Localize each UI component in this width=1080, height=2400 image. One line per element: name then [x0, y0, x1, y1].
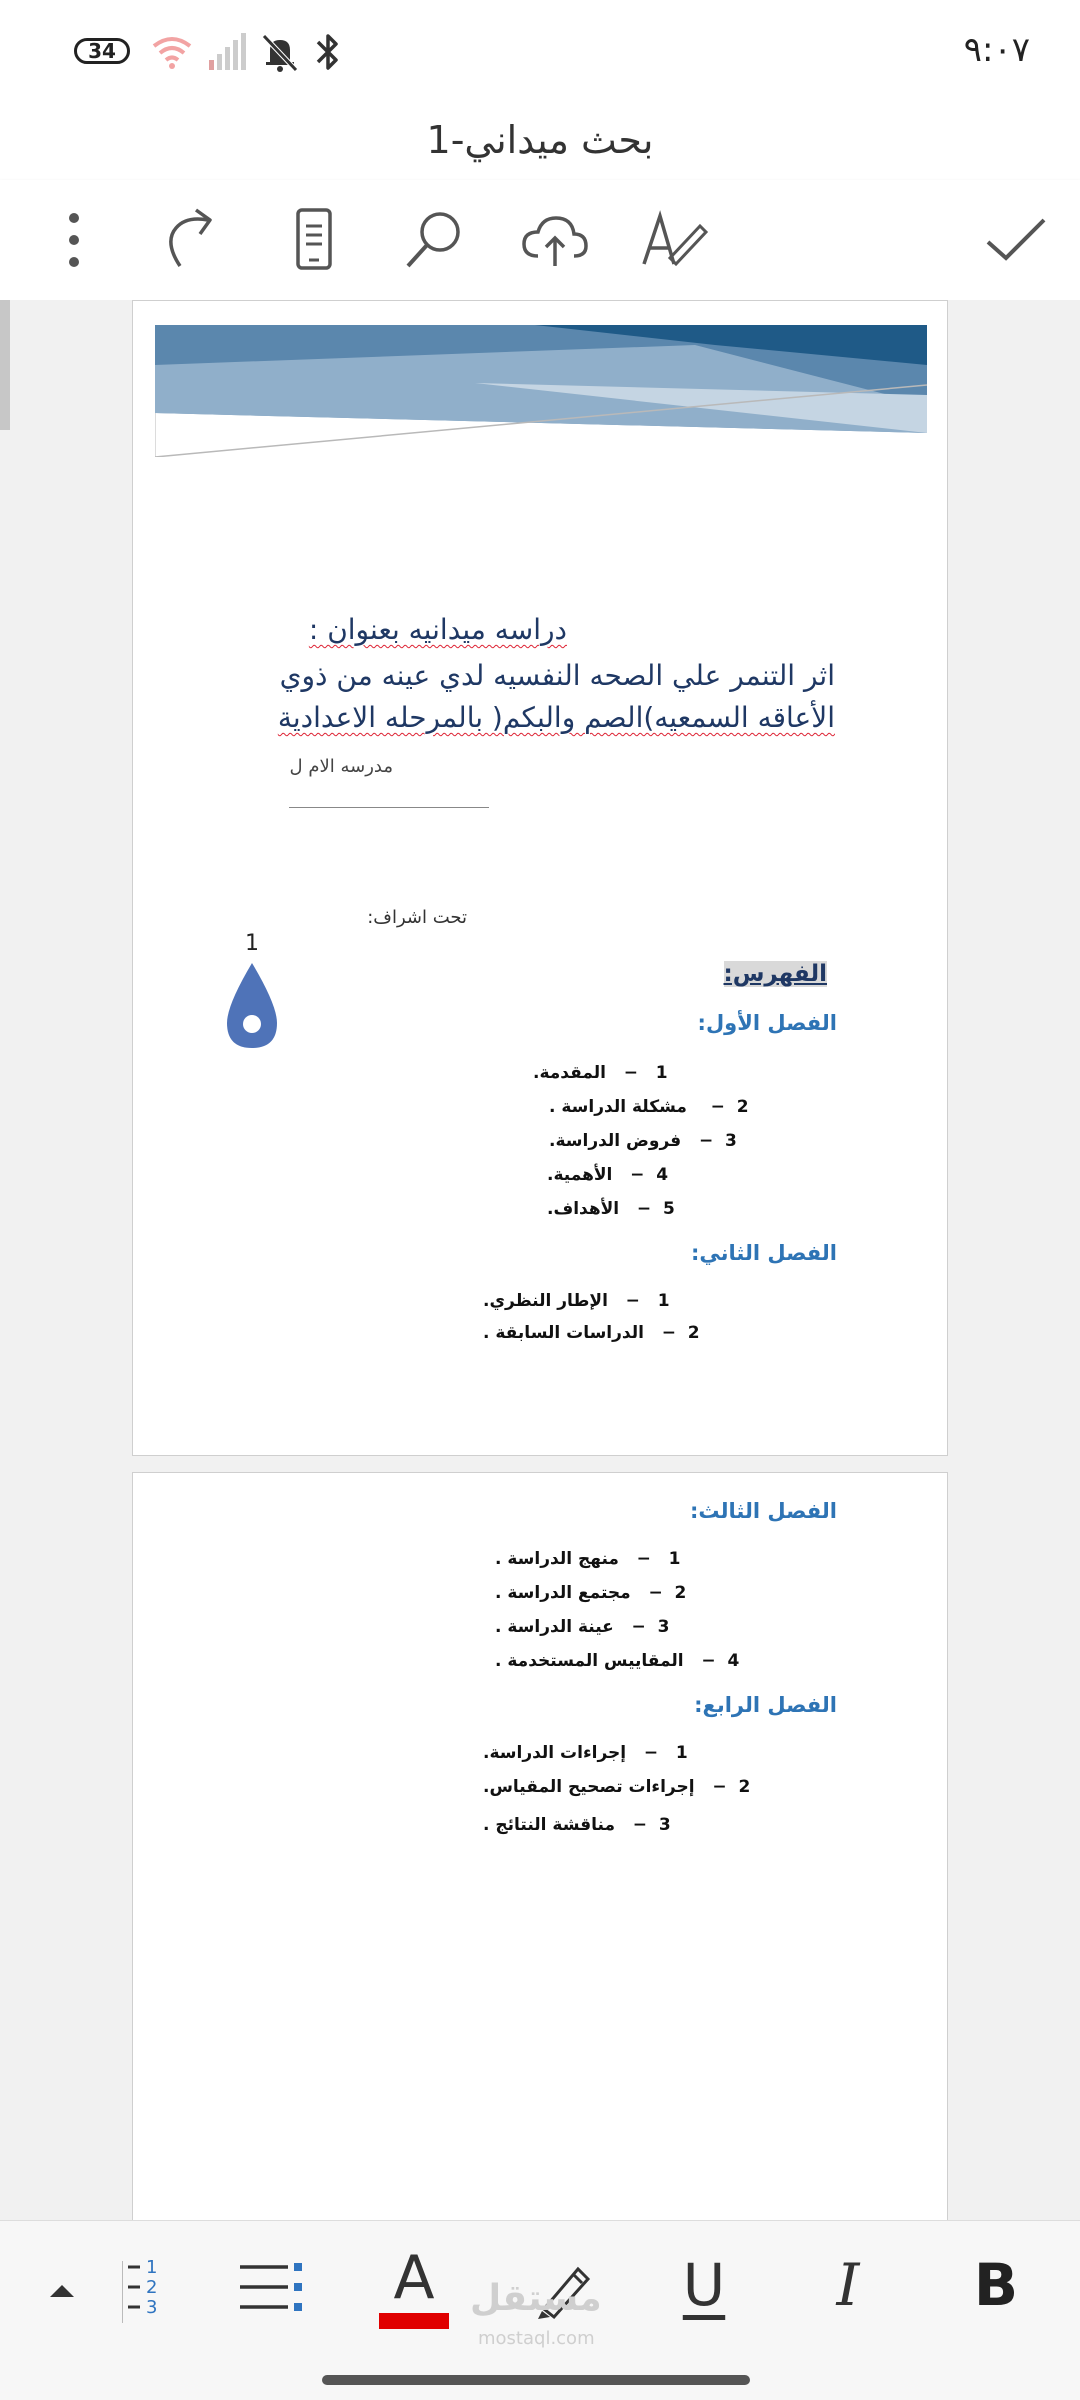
top-toolbar — [0, 180, 1080, 300]
list-item: 1 − المقدمة. — [533, 1063, 668, 1083]
document-title[interactable]: بحث ميداني-1 — [0, 100, 1080, 180]
font-color-swatch — [379, 2313, 449, 2329]
draw-icon[interactable] — [636, 202, 712, 278]
more-icon[interactable] — [36, 202, 112, 278]
list-item: 1 − الإطار النظري. — [483, 1291, 670, 1311]
header-banner — [155, 325, 927, 457]
list-item: 5 − الأهداف. — [547, 1199, 675, 1219]
list-item: 4 − الأهمية. — [547, 1165, 669, 1185]
search-icon[interactable] — [396, 202, 472, 278]
chapter-4-title: الفصل الرابع: — [694, 1693, 837, 1717]
chapter-1-title: الفصل الأول: — [697, 1011, 837, 1035]
mute-bell-icon — [258, 30, 302, 74]
list-digit: 1 — [146, 2257, 158, 2278]
list-item: 3 − مناقشة النتائج . — [483, 1815, 671, 1835]
chapter-3-title: الفصل الثالث: — [690, 1499, 837, 1523]
bullet-list-icon[interactable] — [232, 2249, 312, 2329]
italic-button[interactable] — [808, 2245, 888, 2331]
list-item: 3 − عينة الدراسة . — [495, 1617, 670, 1637]
list-item: 2 − مشكلة الدراسة . — [549, 1097, 749, 1117]
bold-letter: B — [973, 2251, 1019, 2319]
bluetooth-icon — [308, 30, 348, 74]
list-item: 2 − الدراسات السابقة . — [483, 1323, 700, 1343]
watermark-logo: مستقل — [470, 2278, 602, 2319]
document-page-2[interactable] — [132, 1472, 948, 2220]
wifi-icon — [150, 30, 194, 74]
check-icon[interactable] — [978, 202, 1054, 278]
list-item: 1 − منهج الدراسة . — [495, 1549, 681, 1569]
font-color-letter: A — [393, 2243, 435, 2313]
battery-level: 34 — [88, 39, 116, 63]
mobile-view-icon[interactable] — [276, 202, 352, 278]
navigation-bar — [0, 2355, 1080, 2400]
underline-letter: U — [682, 2251, 726, 2319]
chevron-up-icon[interactable] — [22, 2249, 102, 2329]
list-item: 2 − إجراءات تصحيح المقياس. — [483, 1777, 751, 1797]
list-item: 4 − المقاييس المستخدمة . — [495, 1651, 740, 1671]
cloud-upload-icon[interactable] — [516, 202, 592, 278]
list-digit: 3 — [146, 2297, 158, 2318]
title-line-3: الأعاقه السمعيه)الصم والبكم( بالمرحله الاعدادية — [277, 701, 835, 734]
title-line-2: اثر التنمر علي الصحه النفسيه لدي عينه من ذوي — [279, 659, 835, 692]
battery-icon — [74, 38, 130, 64]
signature-line — [289, 807, 489, 808]
list-item: 2 − مجتمع الدراسة . — [495, 1583, 687, 1603]
list-item: 1 − إجراءات الدراسة. — [483, 1743, 688, 1763]
scroll-thumb[interactable] — [0, 300, 10, 430]
status-bar — [0, 0, 1080, 100]
underline-button[interactable] — [664, 2245, 744, 2331]
list-item: 3 − فروض الدراسة. — [549, 1131, 737, 1151]
title-line-1: دراسه ميدانيه بعنوان : — [308, 613, 567, 646]
document-page-1[interactable] — [132, 300, 948, 1456]
font-color-button[interactable] — [376, 2243, 452, 2333]
numbered-list-icon[interactable] — [116, 2249, 196, 2329]
home-gesture-handle[interactable] — [322, 2375, 750, 2385]
page-number: 1 — [245, 931, 259, 956]
watermark-url: mostaql.com — [478, 2328, 595, 2349]
list-digit: 2 — [146, 2277, 158, 2298]
redo-icon[interactable] — [156, 202, 232, 278]
bold-button[interactable] — [956, 2245, 1036, 2331]
supervision-label: تحت اشراف: — [367, 907, 467, 928]
clock: ٩:٠٧ — [963, 30, 1030, 70]
index-title: الفهرس: — [723, 961, 827, 987]
document-canvas[interactable] — [0, 300, 1080, 2220]
italic-letter: I — [836, 2251, 860, 2319]
signal-icon — [205, 30, 249, 74]
chapter-2-title: الفصل الثاني: — [690, 1241, 837, 1265]
drop-marker-icon[interactable] — [225, 961, 279, 1051]
school-name: مدرسه الام ل — [289, 756, 393, 777]
